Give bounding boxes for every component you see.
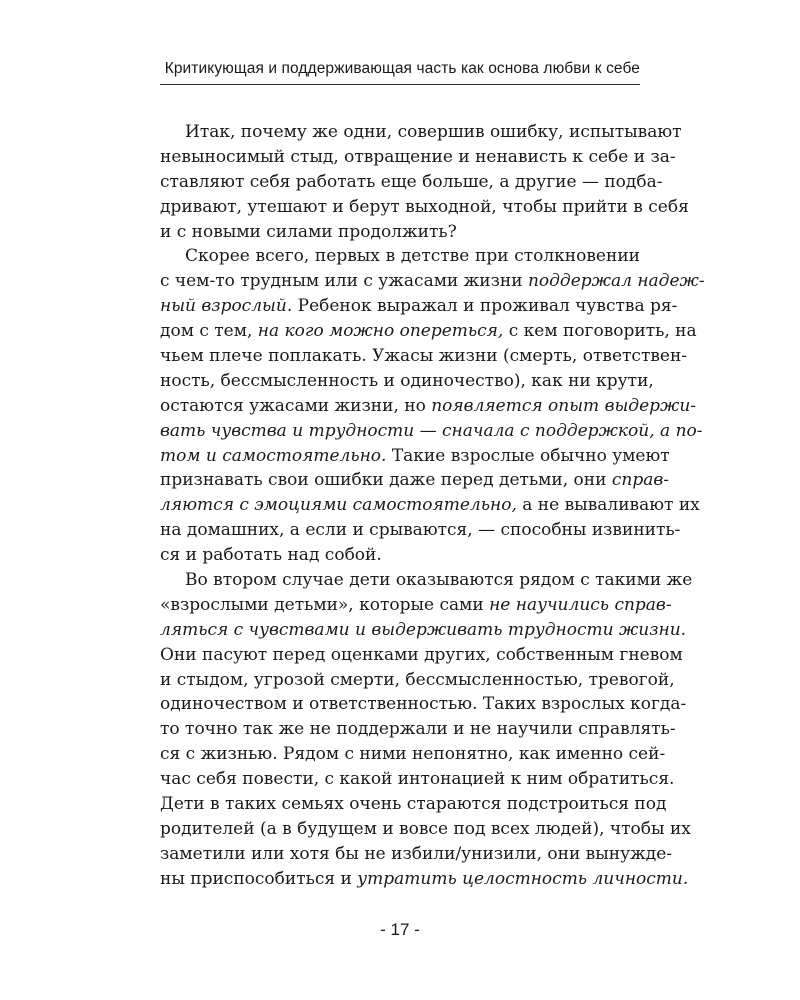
text-line — [160, 468, 669, 493]
text-line — [160, 170, 663, 195]
text-run: «взрослыми детьми», которые сами — [160, 594, 490, 615]
text-line — [160, 618, 687, 643]
text-run: а не вываливают их — [516, 495, 700, 516]
running-head-title: Критикующая и поддерживающая часть как основа любви к себе — [164, 60, 640, 77]
text-line — [160, 120, 682, 145]
italic-run: том и самостоятельно. — [160, 445, 387, 466]
text-line — [160, 867, 689, 892]
text-run: признавать свои ошибки даже перед детьми, они — [160, 470, 612, 491]
text-line — [160, 518, 681, 543]
text-run: ся и работать над собой. — [160, 545, 382, 566]
text-run: чьем плече поплакать. Ужасы жизни (смерть, ответствен- — [160, 346, 688, 367]
text-run: заметили или хотя бы не избили/унизили, они вынужде- — [160, 843, 673, 864]
italic-run: ляются с эмоциями самостоятельно, — [160, 495, 517, 516]
text-run: ставляют себя работать еще больше, а другие — подба- — [160, 171, 663, 192]
text-line — [160, 543, 640, 568]
paragraph — [160, 568, 693, 892]
text-run: Скорее всего, первых в детстве при столкновении — [185, 246, 640, 267]
text-run: и с новыми силами продолжить? — [160, 221, 457, 242]
text-line — [160, 244, 640, 269]
text-line — [160, 419, 703, 444]
text-line — [160, 493, 700, 518]
italic-run: вать чувства и трудности — сначала с поддержкой, а по- — [160, 420, 703, 441]
text-line — [160, 269, 705, 294]
text-run: невыносимый стыд, отвращение и ненависть к себе и за- — [160, 146, 676, 167]
text-line — [160, 767, 675, 792]
italic-run: ляться с чувствами и выдерживать трудности жизни. — [160, 619, 687, 640]
text-line — [160, 692, 687, 717]
text-line — [160, 593, 672, 618]
text-run: дом с тем, — [160, 321, 258, 342]
text-line — [160, 643, 683, 668]
text-line — [160, 717, 676, 742]
text-run: час себя повести, с какой интонацией к ним обратиться. — [160, 769, 675, 790]
text-run: Итак, почему же одни, совершив ошибку, испытывают — [185, 122, 682, 142]
text-line — [160, 394, 697, 419]
text-run: ны приспособиться и — [160, 868, 358, 889]
text-run: Такие взрослые обычно умеют — [386, 445, 670, 466]
text-line — [160, 344, 688, 369]
text-line — [160, 319, 697, 344]
italic-run: поддержал надеж- — [527, 271, 705, 292]
text-run: родителей (а в будущем и вовсе под всех людей), чтобы их — [160, 818, 691, 839]
text-run: Ребенок выражал и проживал чувства ря- — [292, 296, 678, 317]
text-run: ность, бессмысленность и одиночество), как ни крути, — [160, 370, 654, 391]
text-run: с кем поговорить, на — [503, 321, 697, 342]
italic-run: появляется опыт выдержи- — [431, 395, 697, 416]
text-line — [160, 668, 675, 693]
text-line — [160, 294, 678, 319]
paragraph — [160, 120, 689, 244]
text-line — [160, 145, 676, 170]
italic-run: на кого можно опереться, — [257, 321, 504, 342]
italic-run: ный взрослый. — [160, 296, 293, 317]
text-line — [160, 842, 673, 867]
text-run: Во втором случае дети оказываются рядом с такими же — [185, 570, 693, 591]
text-run: Они пасуют перед оценками других, собственным гневом — [160, 644, 683, 665]
text-line — [160, 792, 667, 817]
body-text — [160, 120, 705, 892]
text-line — [160, 742, 666, 767]
text-line — [160, 369, 654, 394]
text-run: то точно так же не поддержали и не научили справлять- — [160, 719, 676, 740]
paragraph — [160, 244, 705, 568]
text-run: Дети в таких семьях очень стараются подстроиться под — [160, 794, 667, 815]
text-run: и стыдом, угрозой смерти, бессмысленностью, тревогой, — [160, 669, 675, 690]
text-run: с чем-то трудным или с ужасами жизни — [160, 271, 528, 292]
text-run: одиночеством и ответственностью. Таких взрослых когда- — [160, 694, 687, 715]
text-run: дривают, утешают и берут выходной, чтобы прийти в себя — [160, 196, 689, 217]
header-rule — [160, 84, 640, 85]
text-line — [160, 195, 689, 220]
text-run: на домашних, а если и срываются, — способны извинить- — [160, 520, 681, 541]
text-line — [160, 444, 670, 469]
text-line — [160, 817, 691, 842]
text-line — [160, 220, 640, 245]
text-line — [160, 568, 693, 593]
italic-run: не научились справ- — [489, 594, 672, 615]
italic-run: утратить целостность личности. — [357, 868, 689, 889]
page-number: - 17 - — [380, 920, 420, 939]
text-run: ся с жизнью. Рядом с ними непонятно, как именно сей- — [160, 744, 666, 765]
italic-run: справ- — [611, 470, 669, 491]
text-run: остаются ужасами жизни, но — [160, 395, 432, 416]
